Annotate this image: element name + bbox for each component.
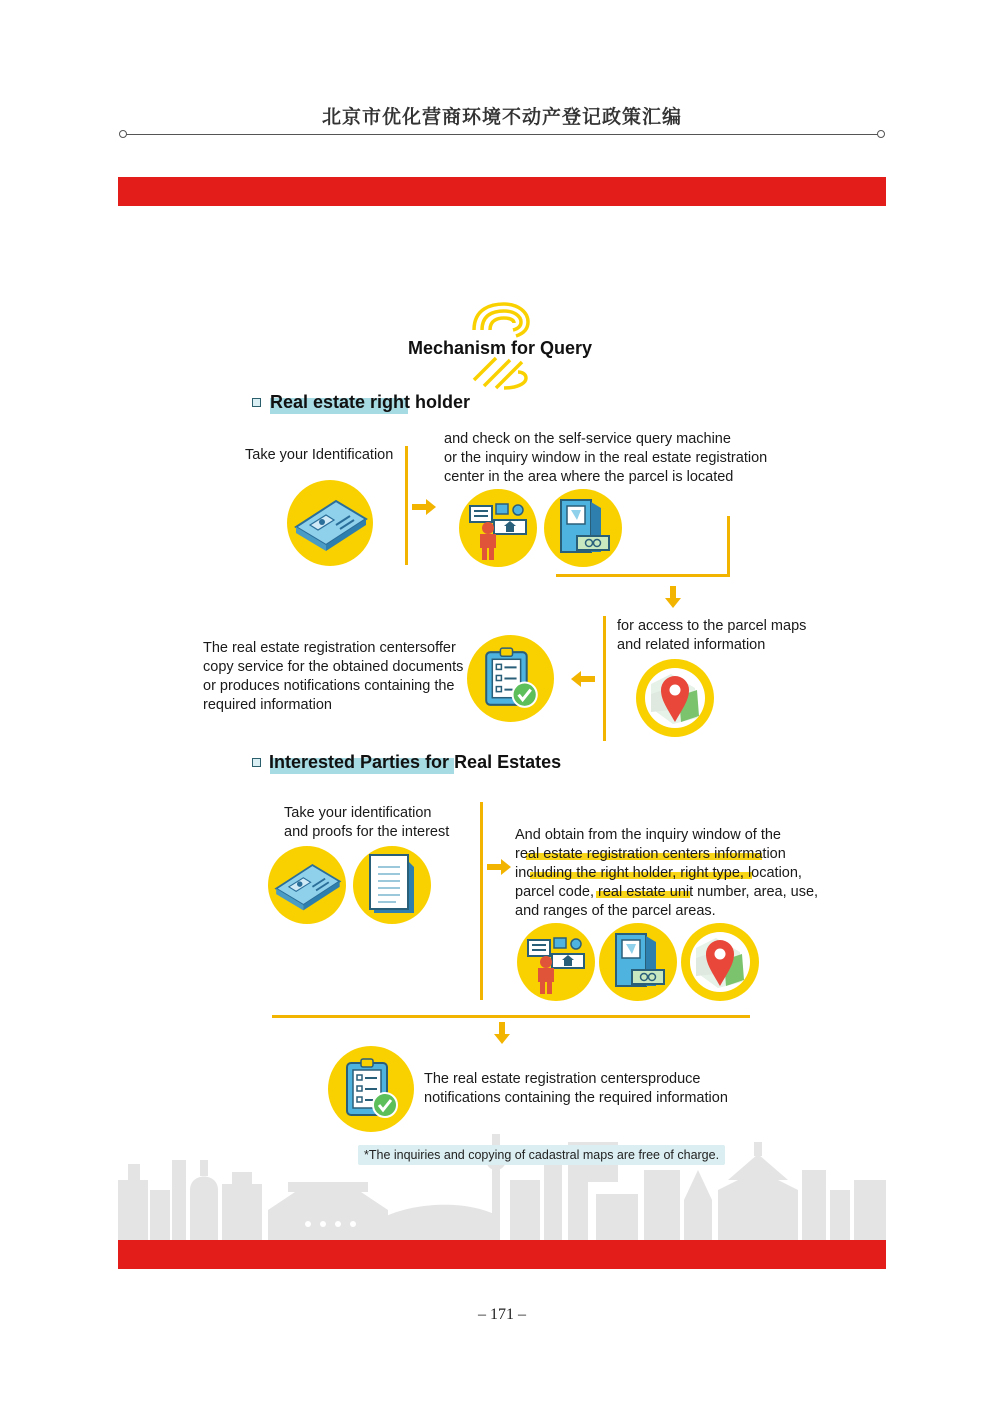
s1-step4-line: required information (203, 697, 332, 713)
city-skyline-illustration (118, 1120, 886, 1242)
s1-step2-text (444, 430, 767, 487)
section-bullet-icon (252, 398, 261, 407)
checklist-circle (467, 635, 554, 722)
id-card-icon (287, 480, 373, 566)
s2-step2-line: including the right holder, right type, location, (515, 865, 802, 881)
s2-step1-text (284, 804, 449, 842)
atm-circle (544, 489, 622, 567)
free-of-charge-note: *The inquiries and copying of cadastral maps are free of charge. (358, 1145, 725, 1165)
document-circle (353, 846, 431, 924)
s1-step3-line: for access to the parcel maps (617, 618, 807, 634)
section1-heading: Real estate right holder (270, 392, 471, 412)
page-number: – 171 – (478, 1306, 526, 1323)
s2-step2-line: and ranges of the parcel areas. (515, 903, 716, 919)
map-circle (681, 923, 759, 1001)
divider-end-ornament (877, 130, 885, 138)
s1-step3-text (617, 617, 806, 655)
s2-step3-line: notifications containing the required information (424, 1090, 728, 1106)
service-window-circle (517, 923, 595, 1001)
s2-step2-line: parcel code, real estate unit number, area, use, (515, 884, 819, 900)
s1-step2-line: center in the area where the parcel is located (444, 469, 734, 485)
connector-line (556, 574, 730, 577)
atm-machine-icon (599, 923, 677, 1001)
s2-step3-line: The real estate registration centersproduce (424, 1071, 701, 1087)
s2-step1-line: and proofs for the interest (284, 824, 450, 840)
header-divider (122, 134, 882, 135)
connector-line (405, 446, 408, 565)
service-window-circle (459, 489, 537, 567)
arrow-left-icon (569, 670, 595, 688)
document-icon (353, 846, 431, 924)
arrow-right-icon (412, 498, 438, 516)
atm-machine-icon (544, 489, 622, 567)
s1-step2-line: or the inquiry window in the real estate registration (444, 450, 768, 466)
atm-circle (599, 923, 677, 1001)
id-card-circle (268, 846, 346, 924)
id-card-icon (268, 846, 346, 924)
id-card-circle (287, 480, 373, 566)
page-header-title: 北京市优化营商环境不动产登记政策汇编 (321, 106, 682, 128)
connector-line (272, 1015, 750, 1018)
arrow-right-icon (487, 858, 513, 876)
s2-step2-text (515, 826, 818, 921)
divider-end-ornament (119, 130, 127, 138)
arrow-down-icon (493, 1022, 511, 1046)
connector-line (603, 616, 606, 741)
map-circle (636, 659, 714, 737)
s1-step2-line: and check on the self-service query machine (444, 431, 731, 447)
service-window-icon (517, 923, 595, 1001)
bottom-red-banner (118, 1240, 886, 1269)
s2-step1-line: Take your identification (284, 805, 432, 821)
s1-step1-text: Take your Identification (245, 447, 394, 463)
section-bullet-icon (252, 758, 261, 767)
s1-step4-text (203, 639, 463, 715)
checklist-icon (467, 635, 554, 722)
s2-step2-line: And obtain from the inquiry window of the (515, 827, 781, 843)
s1-step4-line: The real estate registration centersoffer (203, 640, 456, 656)
s1-step3-line: and related information (617, 637, 766, 653)
section2-heading: Interested Parties for Real Estates (269, 752, 562, 772)
map-pin-icon (681, 923, 759, 1001)
main-title: Mechanism for Query (408, 338, 593, 358)
arrow-down-icon (664, 586, 682, 610)
top-red-banner (118, 177, 886, 206)
connector-line (480, 802, 483, 1000)
service-window-icon (459, 489, 537, 567)
s1-step4-line: copy service for the obtained documents (203, 659, 464, 675)
s1-step4-line: or produces notifications containing the (203, 678, 455, 694)
s2-step2-line: real estate registration centers information (515, 846, 786, 862)
connector-line (727, 516, 730, 576)
s2-step3-text (424, 1070, 728, 1108)
map-pin-icon (636, 659, 714, 737)
